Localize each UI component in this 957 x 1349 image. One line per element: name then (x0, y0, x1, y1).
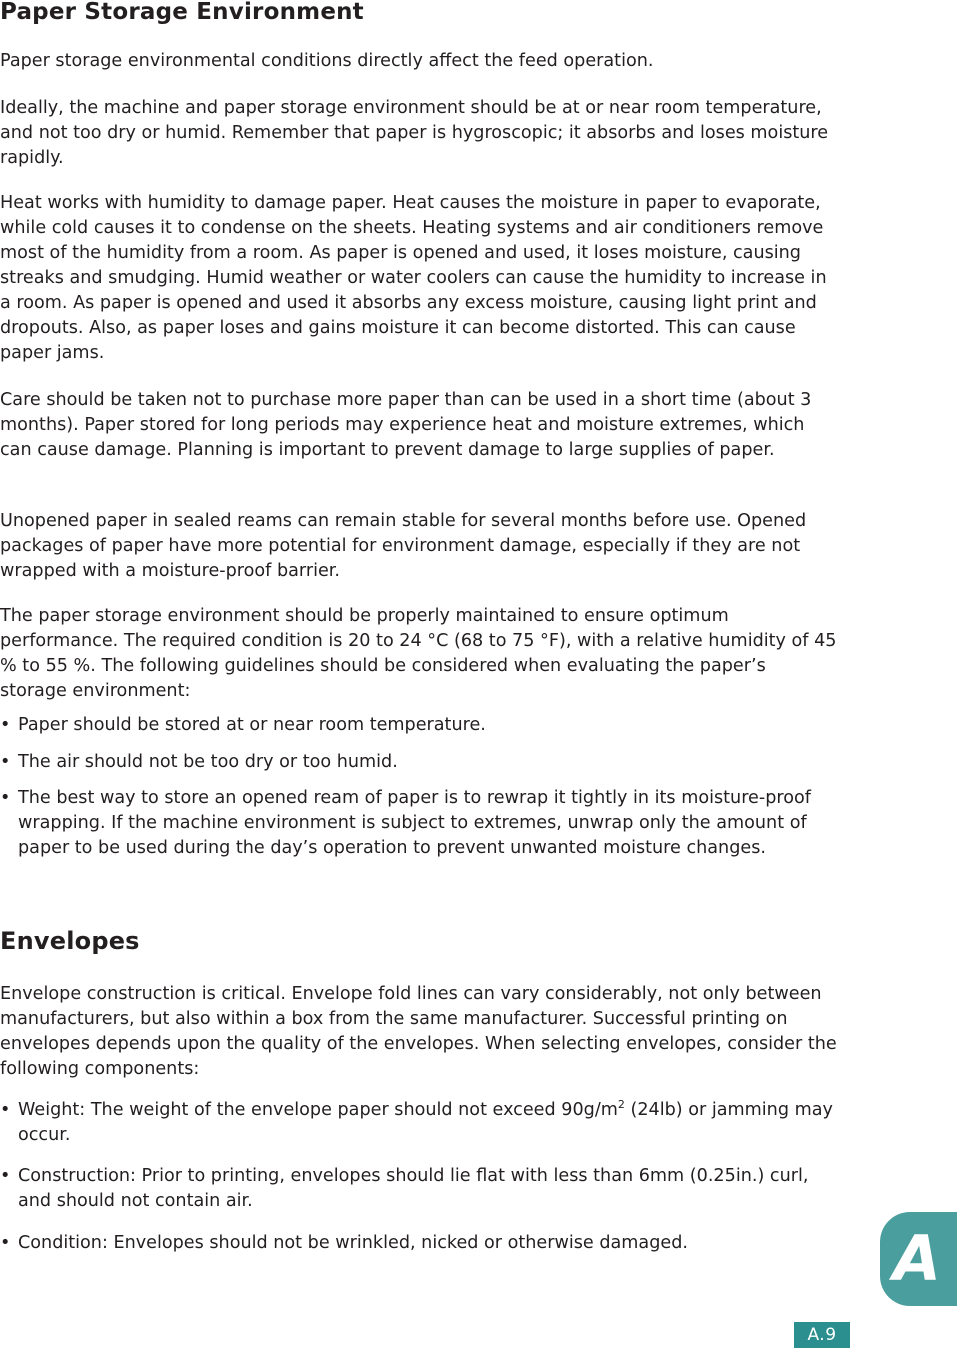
bullet-marker: • (0, 788, 11, 808)
paragraph-unopened-paper: Unopened paper in sealed reams can remain stable for several months before use. Opened packages of paper have more potential for environment damage, especially if they are not wrapped with a moisture-proof barrier. (0, 511, 807, 581)
bullet-text: The air should not be too dry or too humid. (18, 752, 398, 772)
bullet-marker: • (0, 752, 11, 772)
paragraph-intro: Paper storage environmental conditions directly affect the feed operation. (0, 51, 654, 71)
list-item (0, 1098, 838, 1148)
paragraph-purchase-care: Care should be taken not to purchase more paper than can be used in a short time (about 3 months). Paper stored for long periods may experience heat and moisture extremes, which can cause damage. Planning is important to prevent damage to large supplies of paper. (0, 390, 812, 460)
section-title-paper-storage: Paper Storage Environment (0, 0, 364, 25)
list-item (0, 1231, 838, 1256)
bullet-text: Paper should be stored at or near room temperature. (18, 715, 486, 735)
bullet-weight-post: (24lb) or jamming may occur. (18, 1100, 833, 1145)
bullet-text: The best way to store an opened ream of paper is to rewrap it tightly in its moisture-proof wrapping. If the machine environment is subject to extremes, unwrap only the amount of paper to be used during the day’s operation to prevent unwanted moisture changes. (18, 788, 811, 858)
bullet-marker: • (0, 1233, 11, 1253)
bullet-weight-pre: Weight: The weight of the envelope paper should not exceed 90g/m (18, 1100, 618, 1120)
bullet-text: Construction: Prior to printing, envelopes should lie flat with less than 6mm (0.25in.) curl, and should not contain air. (18, 1166, 809, 1211)
appendix-tab (880, 1212, 957, 1306)
bullet-text: Condition: Envelopes should not be wrinkled, nicked or otherwise damaged. (18, 1233, 688, 1253)
bullet-marker: • (0, 1166, 11, 1186)
bullet-marker: • (0, 1100, 11, 1120)
list-item (0, 713, 838, 738)
paragraph-required-condition: The paper storage environment should be properly maintained to ensure optimum performance. The required condition is 20 to 24 °C (68 to 75 °F), with a relative humidity of 45 % to 55 %. The following guidelines should be considered when evaluating the paper’s storage environment: (0, 606, 837, 701)
paragraph-envelope-construction: Envelope construction is critical. Envelope fold lines can vary considerably, not only between manufacturers, but also within a box from the same manufacturer. Successful printing on envelopes depends upon the quality of the envelopes. When selecting envelopes, consider the following components: (0, 984, 837, 1079)
section-title-envelopes: Envelopes (0, 927, 140, 955)
bullet-text-weight (18, 1100, 833, 1145)
paragraph-heat-humidity: Heat works with humidity to damage paper. Heat causes the moisture in paper to evaporate, while cold causes it to condense on the sheets. Heating systems and air conditioners remove most of the humidity from a room. As paper is opened and used, it loses moisture, causing streaks and smudging. Humid weather or water coolers can cause the humidity to increase in a room. As paper is opened and used it absorbs any excess moisture, causing light print and dropouts. Also, as paper loses and gains moisture it can become distorted. This can cause paper jams. (0, 193, 827, 363)
appendix-tab-letter: A (893, 1222, 941, 1295)
bullet-marker: • (0, 715, 11, 735)
list-item (0, 786, 838, 861)
page-number: A.9 (794, 1322, 850, 1348)
superscript-2: 2 (617, 1098, 625, 1111)
list-item (0, 1164, 838, 1214)
list-item (0, 750, 838, 775)
paragraph-ideal-conditions: Ideally, the machine and paper storage environment should be at or near room temperature, and not too dry or humid. Remember that paper is hygroscopic; it absorbs and loses moisture rapidly. (0, 98, 829, 168)
